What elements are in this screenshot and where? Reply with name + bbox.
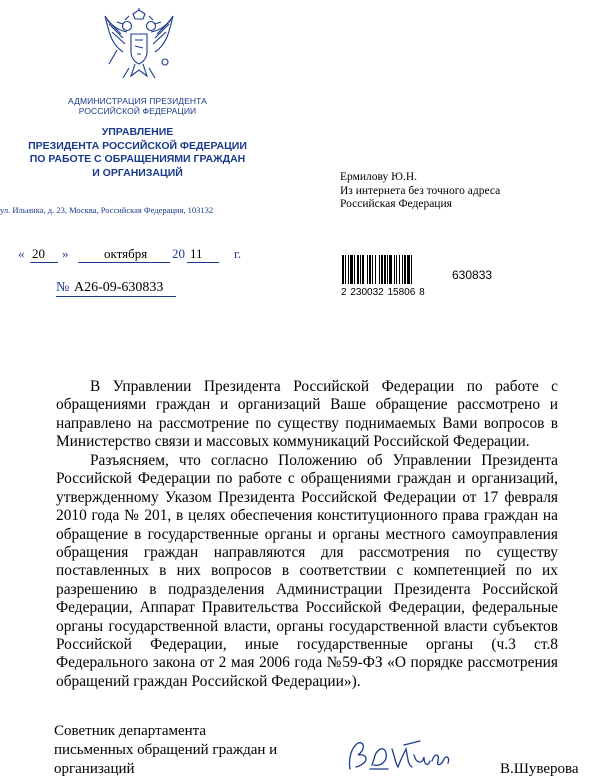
recipient-name: Ермилову Ю.Н. [340,171,418,183]
date-year-underline [187,262,219,263]
department-title-line3: ПО РАБОТЕ С ОБРАЩЕНИЯМИ ГРАЖДАН [29,153,246,165]
letterhead-address: ул. Ильинка, д. 23, Москва, Российская Федерация, 103132 [0,205,214,215]
department-title-line1: УПРАВЛЕНИЕ [101,126,174,138]
signer-title-line1: Советник департамента [54,723,207,739]
recipient-address: Из интернета без точного адреса [340,184,501,197]
body-paragraph-1: В Управлении Президента Российской Федерации по работе с обращениями граждан и организаций Ваше обращение рассмотрено и направлено на рассмотрение по существу поднимаемых Вами вопросов в Министерство связи и массовых коммуникаций Российской Федерации. [56,378,558,451]
department-title-line2: ПРЕЗИДЕНТА РОССИЙСКОЙ ФЕДЕРАЦИИ [28,139,247,152]
recipient-country: Российская Федерация [340,198,452,210]
date-year-prefix: 20 [172,246,185,261]
date-month-underline [78,262,170,263]
admin-title-line1: АДМИНИСТРАЦИЯ ПРЕЗИДЕНТА [68,96,207,106]
date-year-suffix: 11 [190,246,203,261]
date-year-mark: г. [234,246,242,261]
document-number-sign: № [56,280,70,295]
barcode-digits: 2 230032 15806 8 [341,287,425,298]
barcode-number: 630833 [452,268,493,282]
date-day-underline [30,262,58,263]
date-close-quote: » [62,246,69,261]
department-title-line4: И ОРГАНИЗАЦИЙ [92,166,183,179]
handwritten-signature-icon [344,735,454,779]
date-month: октября [104,246,148,261]
signer-name: В.Шуверова [500,761,579,777]
signer-title-line2: письменных обращений граждан и [54,742,278,758]
document-number-underline [56,296,176,297]
barcode-icon [342,255,444,284]
date-day: 20 [32,246,45,261]
document-number: А26-09-630833 [74,280,164,295]
signer-title-line3: организаций [54,761,135,777]
date-open-quote: « [18,246,25,261]
state-emblem-icon [103,8,175,84]
body-paragraph-2: Разъясняем, что согласно Положению об Управлении Президента Российской Федерации по работе с обращениями граждан и организаций, утвержденному Указом Президента Российской Федерации от 17 февраля 2010 года № 201, в целях обеспечения конституционного права граждан на обращение в государственные органы и органы местного самоуправления обращения граждан направляются для рассмотрения по существу поставленных в них вопросов в соответствии с компетенцией по их разрешению в подразделения Администрации Президента Российской Федерации, Аппарат Правительства Российской Федерации, федеральные органы государственной власти, органы государственной власти субъектов Российской Федерации, иные государственные органы (ч.3 ст.8 Федерального закона от 2 мая 2006 года №59-ФЗ «О порядке рассмотрения обращений граждан Российской Федерации»). [56,452,558,690]
admin-title-line2: РОССИЙСКОЙ ФЕДЕРАЦИИ [78,106,197,116]
